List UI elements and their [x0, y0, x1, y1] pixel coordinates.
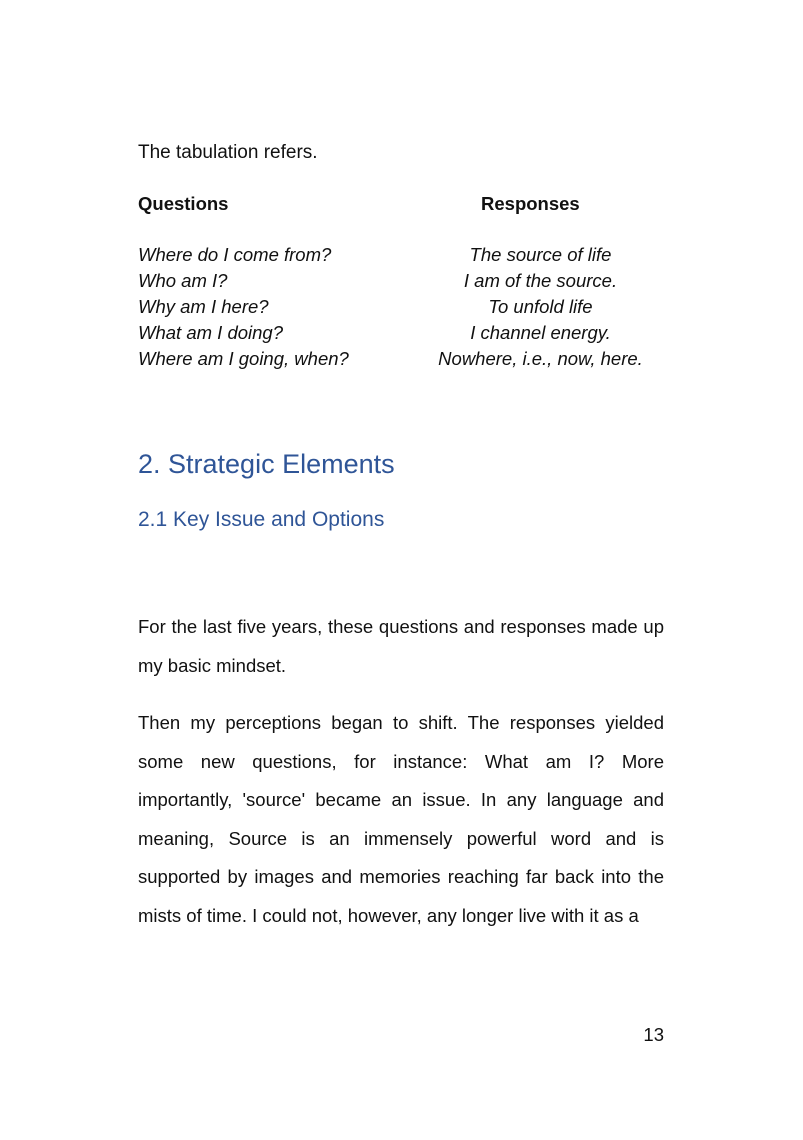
question-cell: What am I doing? [138, 322, 283, 343]
response-cell: Nowhere, i.e., now, here. [438, 348, 643, 369]
table-header-row [138, 191, 668, 217]
section-subheading: 2.1 Key Issue and Options [138, 508, 385, 531]
response-cell: To unfold life [488, 296, 593, 317]
question-cell: Where am I going, when? [138, 348, 349, 369]
question-cell: Why am I here? [138, 296, 269, 317]
body-paragraph: For the last five years, these questions and responses made up my basic mindset. [138, 616, 664, 676]
table-row [138, 242, 668, 268]
response-cell: I channel energy. [470, 322, 611, 343]
table-row [138, 320, 668, 346]
section-heading: 2. Strategic Elements [138, 449, 395, 479]
table-row [138, 268, 668, 294]
question-cell: Who am I? [138, 270, 228, 291]
responses-header: Responses [481, 193, 580, 214]
questions-header: Questions [138, 193, 229, 214]
intro-text: The tabulation refers. [138, 142, 318, 163]
table-row [138, 346, 668, 372]
question-cell: Where do I come from? [138, 244, 332, 265]
response-cell: The source of life [469, 244, 612, 265]
questions-responses-table [138, 191, 668, 372]
table-spacer [138, 217, 668, 242]
body-paragraph: Then my perceptions began to shift. The responses yielded some new questions, for instance: What am I? More importantly, 'source' became an issue. In any language and meaning, Source is an immensely powerful word and is supported by images and memories reaching far back into the mists of time. I could not, however, any longer live with it as a [138, 712, 664, 926]
response-cell: I am of the source. [463, 270, 618, 291]
table-row [138, 294, 668, 320]
page-number: 13 [643, 1024, 664, 1045]
